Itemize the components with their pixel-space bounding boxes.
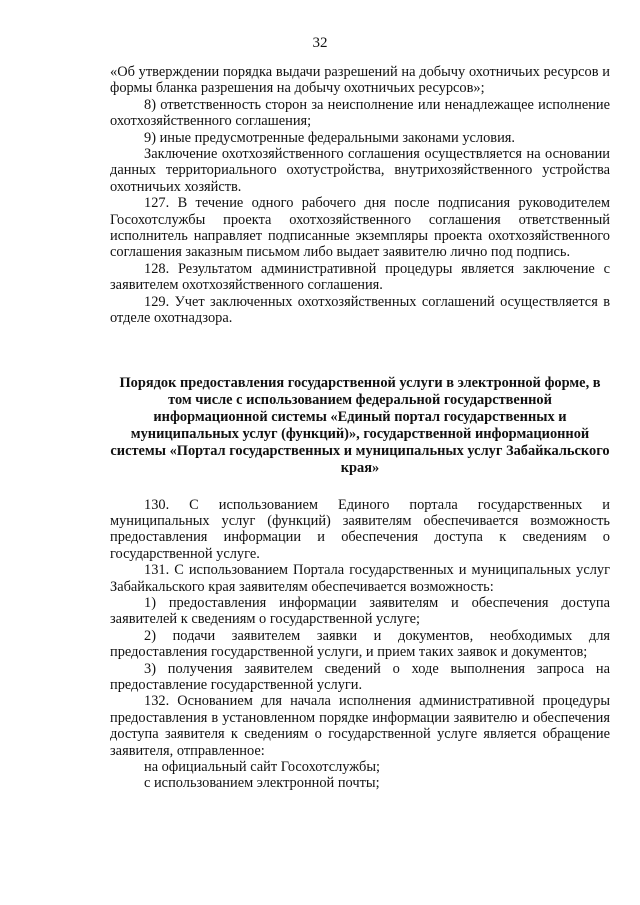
paragraph: 130. С использованием Единого портала государственных и муниципальных услуг (функций) заявителям обеспечивается возможность предоставления информации и обеспечения доступа к сведениям о государственной услуге.: [110, 496, 610, 562]
page-number: 32: [312, 35, 328, 51]
page-content: [110, 64, 610, 792]
paragraph: Заключение охотхозяйственного соглашения осуществляется на основании данных территориального охотустройства, внутрихозяйственного устройства охотничьих хозяйств.: [110, 146, 610, 195]
paragraph: 1) предоставления информации заявителям и обеспечения доступа заявителей к сведениям о государственной услуге;: [110, 594, 610, 628]
paragraph: 131. С использованием Портала государственных и муниципальных услуг Забайкальского края заявителям обеспечивается возможность:: [110, 562, 610, 595]
paragraph: 3) получения заявителем сведений о ходе выполнения запроса на предоставление государственной услуги.: [110, 660, 610, 693]
paragraph: 128. Результатом административной процедуры является заключение с заявителем охотхозяйственного соглашения.: [110, 260, 610, 294]
section-heading: Порядок предоставления государственной услуги в электронной форме, в том числе с использованием федеральной государственной информационной системы «Единый портал государственных и муниципальных услуг (функций)», государственной информационной системы «Портал государственных и муниципальных услуг Забайкальского края»: [110, 374, 610, 476]
paragraph: 9) иные предусмотренные федеральными законами условия.: [144, 129, 516, 146]
paragraph: с использованием электронной почты;: [144, 775, 380, 792]
paragraph: 127. В течение одного рабочего дня после подписания руководителем Госохотслужбы проекта охотхозяйственного соглашения ответственный исполнитель направляет подписанные экземпляры проекта охотхозяйственного соглашения заказным письмом либо выдает заявителю лично под подпись.: [110, 195, 610, 261]
paragraph: 132. Основанием для начала исполнения административной процедуры предоставления в установленном порядке информации заявителю и обеспечения доступа заявителя к сведениям о государственной услуге является обращение заявителя, отправленное:: [110, 693, 610, 759]
paragraph: на официальный сайт Госохотслужбы;: [144, 759, 381, 775]
paragraph: 2) подачи заявителем заявки и документов, необходимых для предоставления государственной услуги, и прием таких заявок и документов;: [110, 627, 610, 661]
paragraph: 8) ответственность сторон за неисполнение или ненадлежащее исполнение охотхозяйственного соглашения;: [110, 96, 610, 130]
paragraph: 129. Учет заключенных охотхозяйственных соглашений осуществляется в отделе охотнадзора.: [110, 293, 610, 327]
paragraph: «Об утверждении порядка выдачи разрешений на добычу охотничьих ресурсов и формы бланка разрешения на добычу охотничьих ресурсов»;: [110, 64, 610, 97]
